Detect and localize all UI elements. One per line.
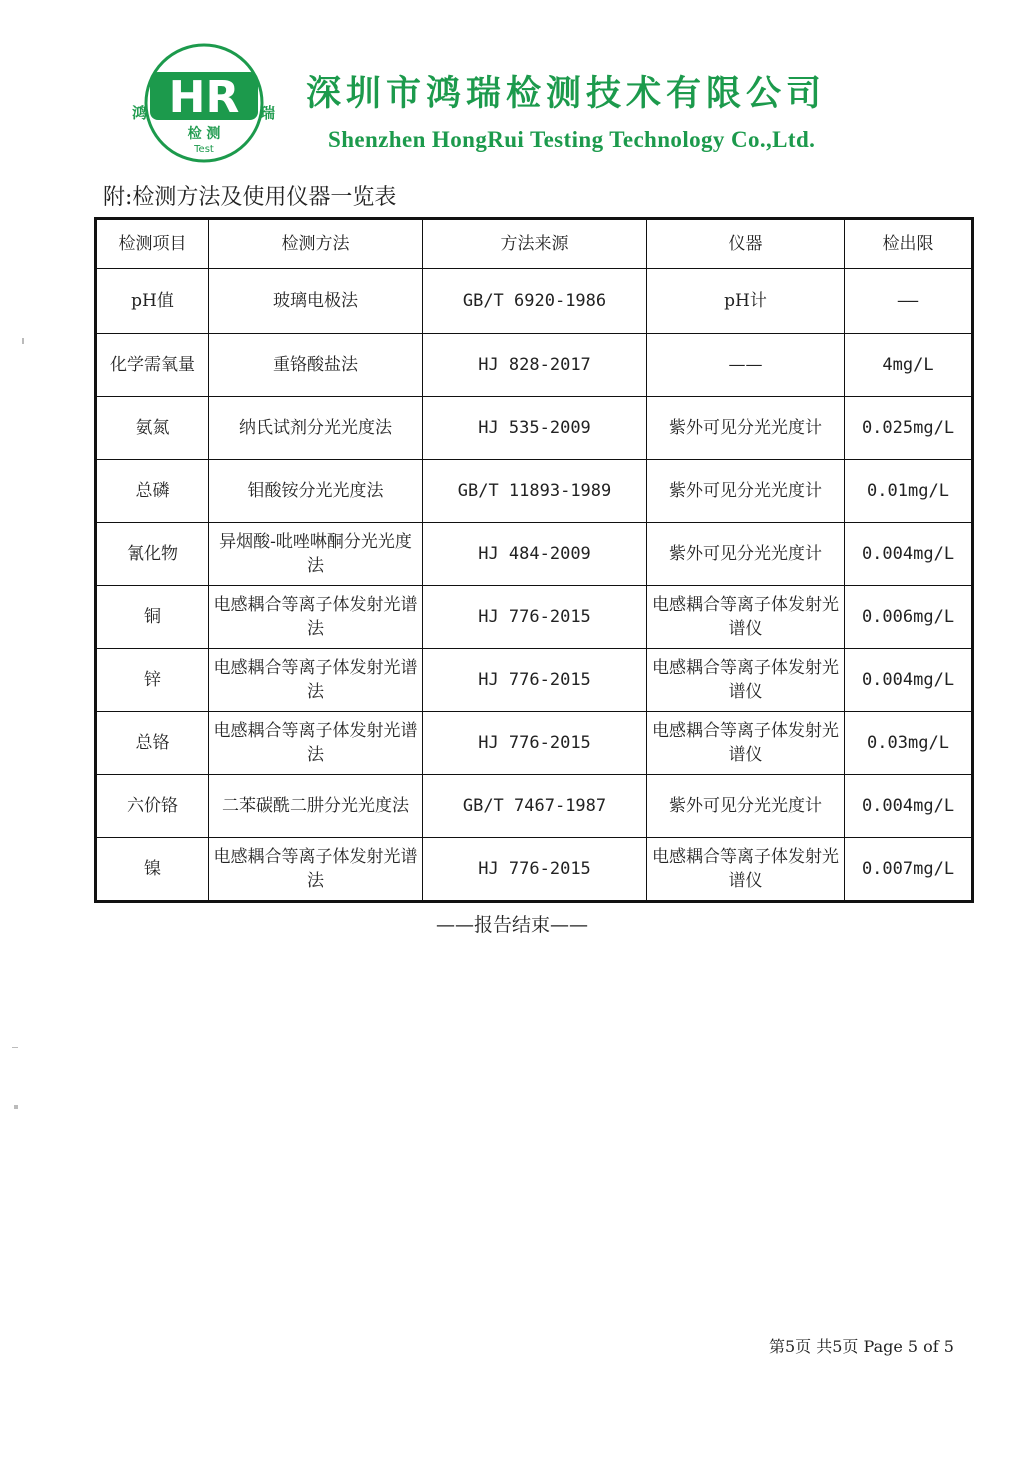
cell-item: 氰化物	[96, 523, 209, 586]
report-end-note: ——报告结束——	[435, 914, 588, 936]
cell-source: GB/T 7467-1987	[423, 775, 647, 838]
cell-instrument: 电感耦合等离子体发射光谱仪	[647, 838, 845, 902]
company-name-en: Shenzhen HongRui Testing Technology Co.,Ltd.	[328, 127, 816, 152]
column-header-limit: 检出限	[845, 219, 973, 269]
page-footer: 第5页 共5页 Page 5 of 5	[768, 1337, 954, 1356]
column-header-source: 方法来源	[423, 219, 647, 269]
cell-method: 电感耦合等离子体发射光谱法	[209, 712, 423, 775]
cell-source: HJ 776-2015	[423, 712, 647, 775]
cell-limit: ——	[845, 269, 973, 334]
table-row	[96, 712, 973, 775]
table-header-row	[96, 219, 973, 269]
cell-source: HJ 828-2017	[423, 334, 647, 397]
cell-item: 铜	[96, 586, 209, 649]
cell-item: 六价铬	[96, 775, 209, 838]
table-row	[96, 523, 973, 586]
cell-instrument: ——	[647, 334, 845, 397]
cell-method: 纳氏试剂分光光度法	[209, 397, 423, 460]
cell-instrument: 紫外可见分光光度计	[647, 523, 845, 586]
column-header-item: 检测项目	[96, 219, 209, 269]
table-row	[96, 397, 973, 460]
cell-source: HJ 484-2009	[423, 523, 647, 586]
logo-left-char: 鸿	[132, 104, 148, 122]
cell-limit: 0.006mg/L	[845, 586, 973, 649]
table-row	[96, 334, 973, 397]
cell-instrument: 电感耦合等离子体发射光谱仪	[647, 712, 845, 775]
cell-method: 钼酸铵分光光度法	[209, 460, 423, 523]
cell-source: HJ 776-2015	[423, 838, 647, 902]
cell-method: 二苯碳酰二肼分光光度法	[209, 775, 423, 838]
cell-source: GB/T 11893-1989	[423, 460, 647, 523]
logo-sub-en: Test	[194, 144, 214, 155]
cell-item: 总磷	[96, 460, 209, 523]
cell-source: HJ 535-2009	[423, 397, 647, 460]
cell-item: pH值	[96, 269, 209, 334]
cell-method: 玻璃电极法	[209, 269, 423, 334]
cell-source: HJ 776-2015	[423, 649, 647, 712]
table-row	[96, 586, 973, 649]
cell-instrument: 紫外可见分光光度计	[647, 460, 845, 523]
table-row	[96, 838, 973, 902]
cell-limit: 0.004mg/L	[845, 649, 973, 712]
cell-instrument: 电感耦合等离子体发射光谱仪	[647, 649, 845, 712]
cell-item: 氨氮	[96, 397, 209, 460]
logo-sub-cn: 检 测	[187, 126, 221, 142]
cell-item: 锌	[96, 649, 209, 712]
cell-limit: 0.025mg/L	[845, 397, 973, 460]
table-row	[96, 775, 973, 838]
scan-artifact	[22, 338, 24, 344]
cell-method: 电感耦合等离子体发射光谱法	[209, 649, 423, 712]
cell-source: HJ 776-2015	[423, 586, 647, 649]
cell-limit: 0.007mg/L	[845, 838, 973, 902]
cell-instrument: 电感耦合等离子体发射光谱仪	[647, 586, 845, 649]
table-row	[96, 649, 973, 712]
cell-item: 总铬	[96, 712, 209, 775]
company-logo	[130, 42, 278, 164]
appendix-title: 附:检测方法及使用仪器一览表	[103, 185, 397, 210]
cell-item: 镍	[96, 838, 209, 902]
column-header-instrument: 仪器	[647, 219, 845, 269]
cell-limit: 0.004mg/L	[845, 775, 973, 838]
cell-item: 化学需氧量	[96, 334, 209, 397]
cell-limit: 0.004mg/L	[845, 523, 973, 586]
cell-instrument: pH计	[647, 269, 845, 334]
cell-limit: 4mg/L	[845, 334, 973, 397]
table-row	[96, 460, 973, 523]
methods-table	[94, 217, 974, 903]
scan-artifact	[12, 1047, 18, 1048]
cell-source: GB/T 6920-1986	[423, 269, 647, 334]
cell-method: 重铬酸盐法	[209, 334, 423, 397]
column-header-method: 检测方法	[209, 219, 423, 269]
cell-instrument: 紫外可见分光光度计	[647, 397, 845, 460]
logo-letters: HR	[168, 72, 240, 123]
cell-method: 电感耦合等离子体发射光谱法	[209, 838, 423, 902]
company-name-cn: 深圳市鸿瑞检测技术有限公司	[306, 73, 827, 114]
cell-method: 异烟酸-吡唑啉酮分光光度法	[209, 523, 423, 586]
cell-limit: 0.01mg/L	[845, 460, 973, 523]
cell-limit: 0.03mg/L	[845, 712, 973, 775]
table-row	[96, 269, 973, 334]
cell-instrument: 紫外可见分光光度计	[647, 775, 845, 838]
cell-method: 电感耦合等离子体发射光谱法	[209, 586, 423, 649]
scan-artifact	[14, 1105, 18, 1109]
logo-right-char: 瑞	[260, 104, 276, 122]
